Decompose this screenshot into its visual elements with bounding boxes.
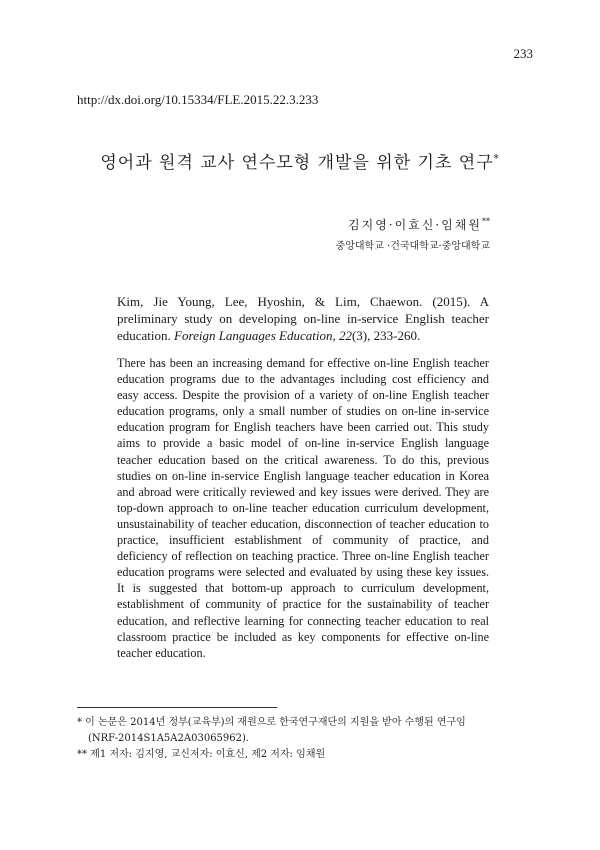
footnote-divider — [77, 707, 277, 708]
citation — [117, 293, 489, 344]
title-text: 영어과 원격 교사 연수모형 개발을 위한 기초 연구 — [100, 153, 494, 173]
abstract: There has been an increasing demand for effective on-line English teacher education programs due to the advantages including cost efficiency and easy access. Despite the provision of a variety of on-line English teacher education programs, only a small number of studies on on-line in-service education program for English teachers have been carried out. This study aims to provide a basic model of on-line in-service English language teacher education based on the critical awareness. To do this, previous studies on on-line in-service English language teacher education in Korea and abroad were critically reviewed and key issues were derived. They are top-down approach to on-line teacher education curriculum development, unsustainability of teacher education, disconnection of teacher education to practice, insufficient establishment of community of practice, and deficiency of reflection on teaching practice. Three on-line English teacher education programs were selected and evaluated by using these key issues. It is suggested that bottom-up approach to curriculum development, establishment of community of practice for the sustainability of teacher education, and reflective learning for connecting teacher education to real classroom practice be included as key components for effective on-line teacher education. — [117, 356, 489, 660]
doi-link[interactable]: http://dx.doi.org/10.15334/FLE.2015.22.3.233 — [77, 92, 319, 107]
authors-footnote-mark: ** — [482, 217, 490, 226]
author-names — [348, 216, 490, 233]
footnote-funding: * 이 논문은 2014년 정부(교육부)의 재원으로 한국연구재단의 지원을 받아 수행된 연구임 — [77, 717, 466, 728]
author-affiliations: 중앙대학교 ·건국대학교·중앙대학교 — [335, 241, 490, 252]
authors-text: 김지영·이효신·임채원 — [348, 218, 482, 232]
page-number: 233 — [513, 46, 533, 61]
paper-title — [0, 148, 600, 173]
citation-journal: Foreign Languages Education, 22 — [174, 328, 352, 343]
citation-text: Kim, Jie Young, Lee, Hyoshin, & Lim, Chaewon. (2015). A preliminary study on developing on-line in-service English teacher education. — [117, 294, 489, 343]
citation-issue-pages: (3), 233-260. — [351, 328, 421, 343]
footnote-authors: ** 제1 저자: 김지영, 교신저자: 이효신, 제2 저자: 임채원 — [77, 749, 326, 760]
title-footnote-mark: * — [493, 153, 500, 165]
footnotes — [77, 715, 537, 763]
footnote-grant-number: (NRF-2014S1A5A2A03065962). — [88, 733, 250, 744]
